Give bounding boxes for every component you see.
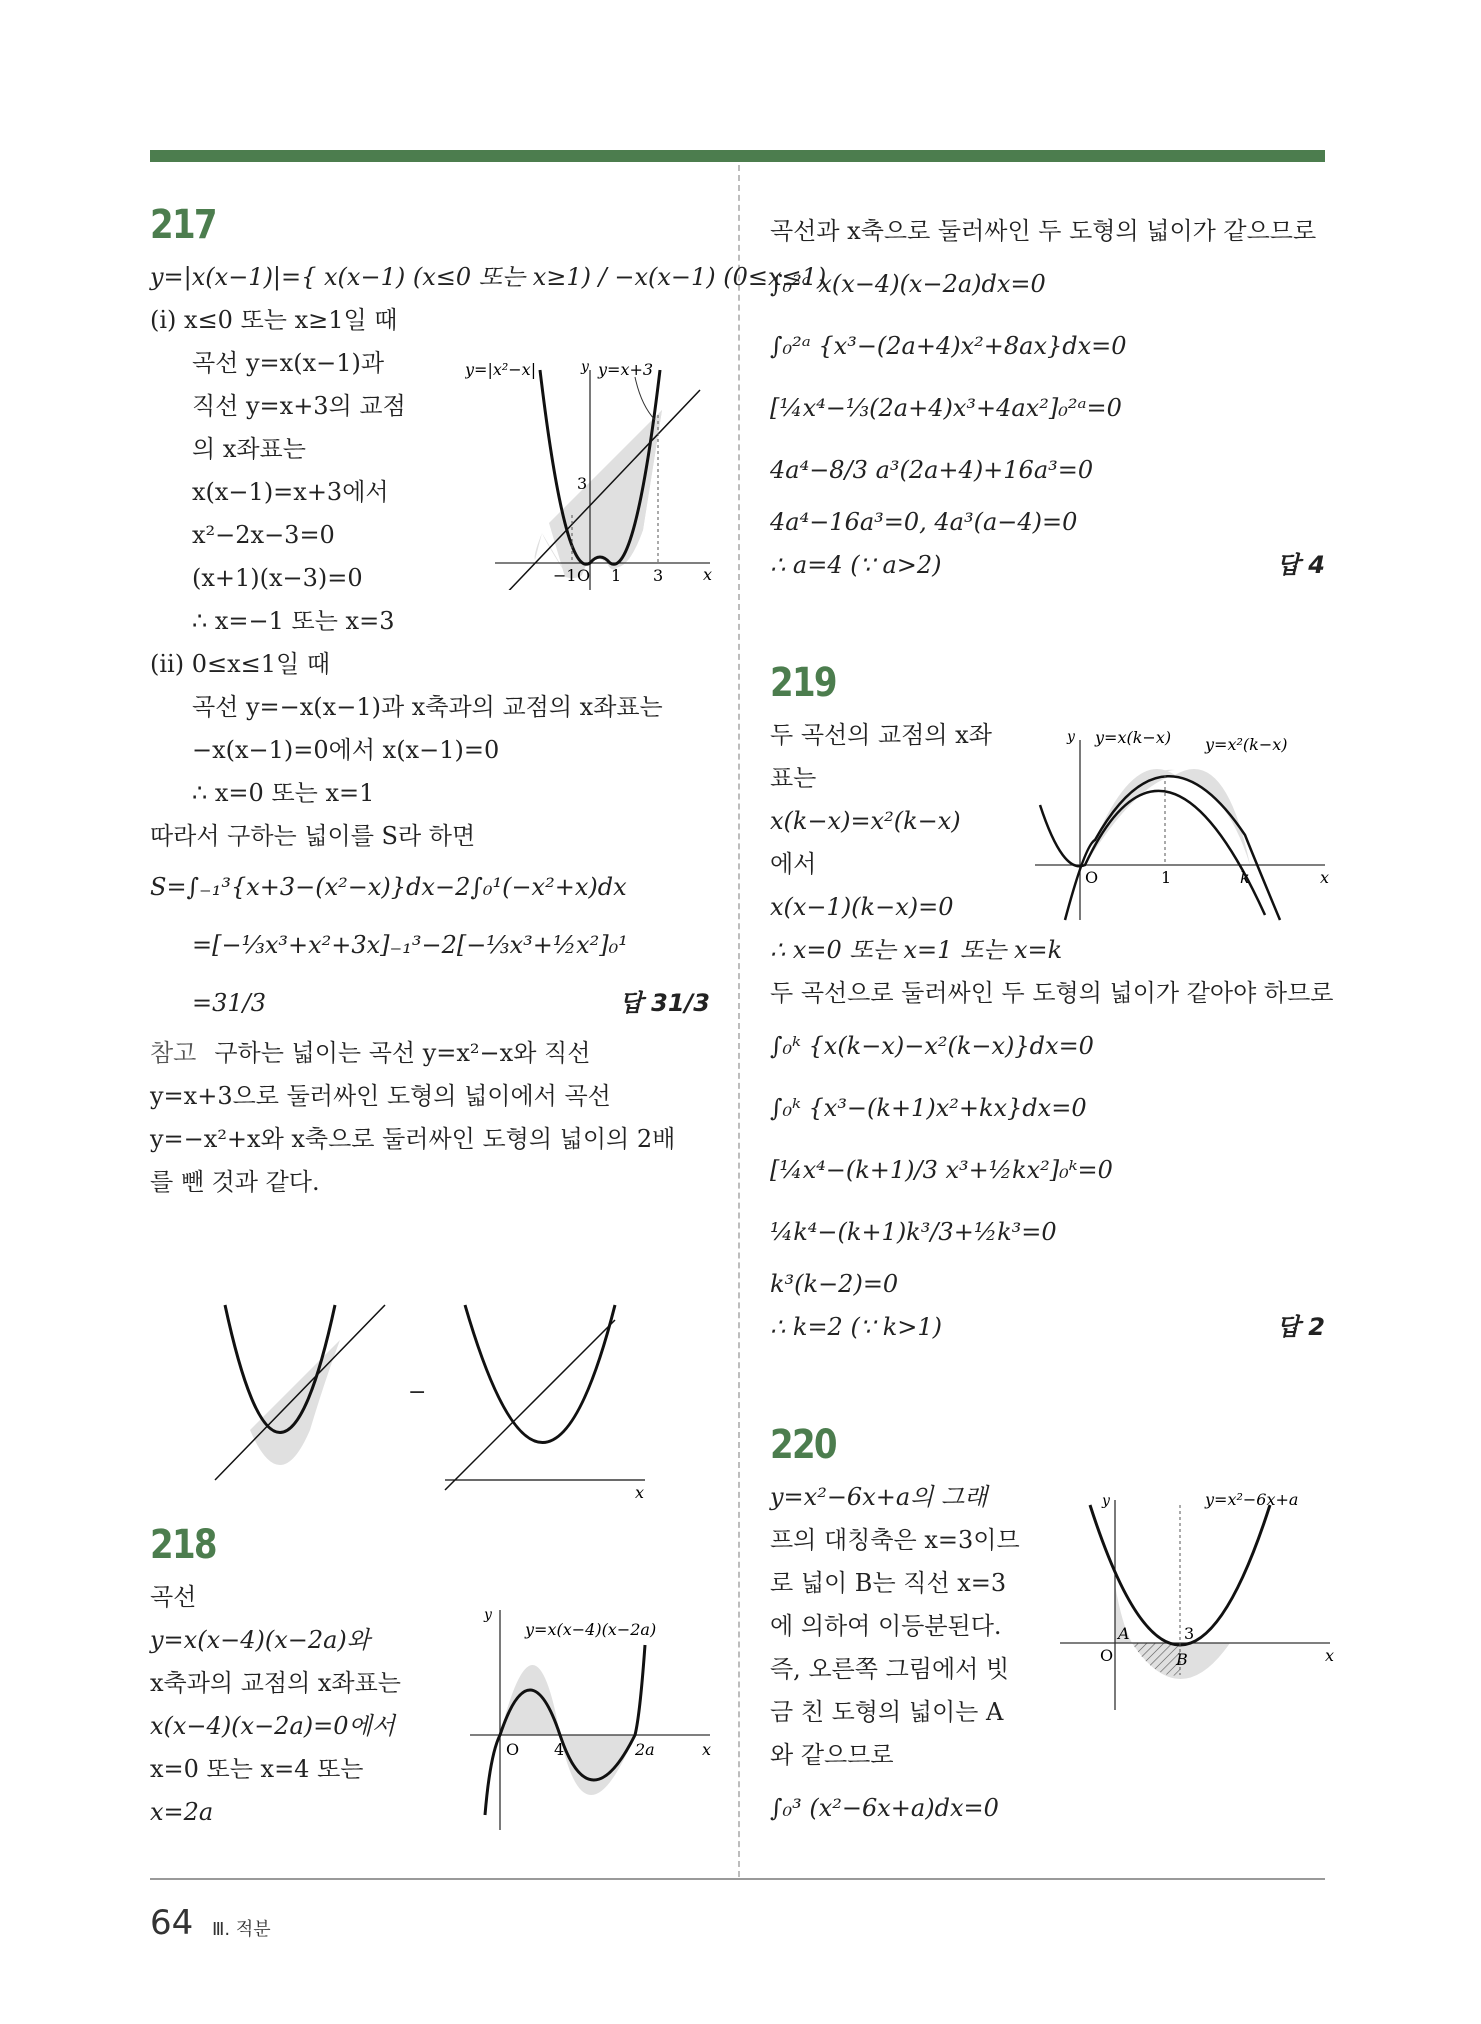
p217-line-5: x(x−1)=x+3에서 — [192, 478, 389, 506]
p219-line-1: 표는 — [770, 764, 817, 792]
p217-answer — [620, 974, 710, 1032]
p217-line-9: (ⅱ) 0≤x≤1일 때 — [150, 650, 330, 678]
curve-219-cubic — [1065, 776, 1280, 920]
p217-note-0 — [150, 1032, 710, 1075]
note-left-shade — [250, 1340, 340, 1465]
note-right-x: x — [635, 1483, 645, 1502]
p219-line-7: ∫₀ᵏ {x(k−x)−x²(k−x)}dx=0 — [770, 1032, 1094, 1060]
page-number: 64 — [150, 1903, 194, 1943]
note-label: 참고 — [150, 1039, 197, 1067]
p219-conclusion: ∴ k=2 (∵ k>1) — [770, 1313, 942, 1341]
label-curve-220: y=x²−6x+a — [1205, 1490, 1299, 1509]
p220-line-0: y=x²−6x+a의 그래 — [770, 1483, 988, 1511]
label-y: y — [581, 359, 589, 375]
p217-line-15: =[−⅓x³+x²+3x]₋₁³−2[−⅓x³+½x²]₀¹ — [192, 931, 628, 959]
label-line: y=x+3 — [598, 360, 654, 379]
p220-line-1: 프의 대칭축은 x=3이므 — [770, 1526, 1020, 1554]
figure-219-graph — [1035, 725, 1335, 925]
p219-answer — [1277, 1306, 1325, 1349]
p218-line-9: [¼x⁴−⅓(2a+4)x³+4ax²]₀²ᵃ=0 — [770, 394, 1122, 422]
label-x: x — [703, 565, 713, 584]
p217-answer-label: 답 — [619, 989, 643, 1017]
p217-line-0: y=|x(x−1)|={ x(x−1) (x≤0 또는 x≥1) / −x(x−1) (0≤x≤1) — [150, 263, 827, 291]
label-k-219: k — [1240, 868, 1250, 887]
label-3-220: 3 — [1184, 1624, 1195, 1643]
figure-217-graph — [465, 355, 715, 590]
region-B-hatched — [1132, 1643, 1180, 1676]
shade-upper — [500, 1665, 560, 1735]
label-y-220: y — [1102, 1493, 1110, 1509]
problem-number-218: 218 — [150, 1522, 216, 1568]
p219-line-11: k³(k−2)=0 — [770, 1270, 899, 1298]
p217-line-1: (ⅰ) x≤0 또는 x≥1일 때 — [150, 306, 398, 334]
bottom-rule — [150, 1878, 1325, 1880]
p217-line-13: 따라서 구하는 넓이를 S라 하면 — [150, 822, 476, 850]
p218-answer — [1277, 544, 1325, 587]
p218-line-1: y=x(x−4)(x−2a)와 — [150, 1626, 370, 1654]
p219-line-9: [¼x⁴−(k+1)/3 x³+½kx²]₀ᵏ=0 — [770, 1156, 1113, 1184]
p217-note-text-0: 구하는 넓이는 곡선 y=x²−x와 직선 — [214, 1039, 591, 1067]
p217-line-16-wrap — [150, 974, 710, 1032]
minus-sign: − — [408, 1380, 427, 1405]
p219-line-12-wrap — [770, 1306, 1325, 1349]
p217-line-2: 곡선 y=x(x−1)과 — [192, 349, 385, 377]
p218-line-8: ∫₀²ᵃ {x³−(2a+4)x²+8ax}dx=0 — [770, 332, 1127, 360]
p219-line-2: x(k−x)=x²(k−x) — [770, 807, 961, 835]
label-A-220: A — [1118, 1624, 1130, 1643]
note-right-line — [445, 1320, 615, 1490]
p217-line-10: 곡선 y=−x(x−1)과 x축과의 교점의 x좌표는 — [192, 693, 663, 721]
p220-line-5: 금 친 도형의 넓이는 A — [770, 1698, 1004, 1726]
column-divider — [738, 165, 740, 1877]
label-curve: y=|x²−x| — [465, 360, 537, 379]
label-origin-219: O — [1085, 868, 1099, 887]
p220-line-7: ∫₀³ (x²−6x+a)dx=0 — [770, 1794, 999, 1822]
p217-line-8: ∴ x=−1 또는 x=3 — [192, 607, 395, 635]
p218-line-0: 곡선 — [150, 1583, 197, 1611]
label-x-219: x — [1320, 868, 1330, 887]
p217-line-11: −x(x−1)=0에서 x(x−1)=0 — [192, 736, 500, 764]
figure-218-graph — [470, 1605, 720, 1835]
figure-220-graph — [1050, 1485, 1340, 1715]
p218-line-10: 4a⁴−8/3 a³(2a+4)+16a³=0 — [770, 456, 1094, 484]
shaded-between — [549, 410, 662, 578]
label-neg1: −1 — [553, 566, 577, 585]
problem-number-219: 219 — [770, 660, 836, 706]
right-column — [770, 210, 1325, 587]
p217-line-14: S=∫₋₁³{x+3−(x²−x)}dx−2∫₀¹(−x²+x)dx — [150, 873, 627, 901]
p218-line-11: 4a⁴−16a³=0, 4a³(a−4)=0 — [770, 508, 1078, 536]
p220-block — [770, 1420, 1030, 1839]
p217-line-6: x²−2x−3=0 — [192, 521, 335, 549]
p218-line-7: ∫₀²ᵃ x(x−4)(x−2a)dx=0 — [770, 270, 1046, 298]
label-3-y: 3 — [577, 474, 588, 493]
label-3: 3 — [653, 566, 664, 585]
p217-line-3: 직선 y=x+3의 교점 — [192, 392, 406, 420]
p218-conclusion: ∴ a=4 (∵ a>2) — [770, 551, 942, 579]
label-1-219: 1 — [1161, 868, 1172, 887]
p218-line-3: x(x−4)(x−2a)=0에서 — [150, 1712, 395, 1740]
p217-result: =31/3 — [192, 989, 267, 1017]
label-x-220: x — [1325, 1646, 1335, 1665]
p217-line-4: 의 x좌표는 — [192, 435, 306, 463]
label-y-218: y — [484, 1607, 492, 1623]
leader-line — [635, 377, 655, 420]
label-origin-220: O — [1100, 1646, 1114, 1665]
p219-answer-value: 2 — [1308, 1313, 1325, 1341]
label-origin-218: O — [506, 1740, 520, 1759]
label-4-218: 4 — [554, 1740, 565, 1759]
note-right-parabola — [465, 1305, 615, 1443]
label-curve1-219: y=x(k−x) — [1095, 728, 1172, 747]
p217-note-1: y=x+3으로 둘러싸인 도형의 넓이에서 곡선 — [150, 1082, 611, 1110]
label-origin: O — [577, 566, 591, 585]
problem-number-220: 220 — [770, 1422, 836, 1468]
p219-line-6: 두 곡선으로 둘러싸인 두 도형의 넓이가 같아야 하므로 — [770, 979, 1334, 1007]
p217-line-12: ∴ x=0 또는 x=1 — [192, 779, 375, 807]
p219-answer-label: 답 — [1276, 1313, 1300, 1341]
note-figure-left — [200, 1300, 400, 1490]
label-y-219: y — [1067, 729, 1075, 745]
p218-line-5: x=2a — [150, 1798, 214, 1826]
note-left-line — [215, 1305, 385, 1480]
p220-line-4: 즉, 오른쪽 그림에서 빗 — [770, 1655, 1010, 1683]
p218-answer-value: 4 — [1308, 551, 1325, 579]
p217-line-7: (x+1)(x−3)=0 — [192, 564, 363, 592]
top-green-bar — [150, 150, 1325, 162]
p217-answer-value: 31/3 — [651, 989, 710, 1017]
label-1: 1 — [611, 566, 622, 585]
p219-line-5: ∴ x=0 또는 x=1 또는 x=k — [770, 936, 1063, 964]
label-2a-218: 2a — [635, 1740, 655, 1759]
p219-line-4: x(x−1)(k−x)=0 — [770, 893, 954, 921]
p219-line-3: 에서 — [770, 850, 817, 878]
p219-line-10: ¼k⁴−(k+1)k³/3+½k³=0 — [770, 1218, 1057, 1246]
note-figure-right — [440, 1300, 660, 1510]
p219-line-0: 두 곡선의 교점의 x좌 — [770, 721, 992, 749]
p220-line-2: 로 넓이 B는 직선 x=3 — [770, 1569, 1007, 1597]
p218-line-6: 곡선과 x축으로 둘러싸인 두 도형의 넓이가 같으므로 — [770, 217, 1317, 245]
label-B-220: B — [1176, 1650, 1188, 1669]
label-x-218: x — [702, 1740, 712, 1759]
problem-number-217: 217 — [150, 202, 216, 248]
p217-note-2: y=−x²+x와 x축으로 둘러싸인 도형의 넓이의 2배 — [150, 1125, 676, 1153]
p217-note-3: 를 뺀 것과 같다. — [150, 1168, 320, 1196]
p219-line-8: ∫₀ᵏ {x³−(k+1)x²+kx}dx=0 — [770, 1094, 1087, 1122]
label-curve-218: y=x(x−4)(x−2a) — [525, 1620, 657, 1639]
p218-line-4: x=0 또는 x=4 또는 — [150, 1755, 364, 1783]
shade-lower — [560, 1735, 635, 1795]
p218-line-12-wrap — [770, 544, 1325, 587]
p218-answer-label: 답 — [1276, 551, 1300, 579]
p220-line-3: 에 의하여 이등분된다. — [770, 1612, 1002, 1640]
p220-line-6: 와 같으므로 — [770, 1741, 894, 1769]
label-curve2-219: y=x²(k−x) — [1205, 735, 1288, 754]
p218-line-2: x축과의 교점의 x좌표는 — [150, 1669, 401, 1697]
chapter-label: Ⅲ. 적분 — [212, 1919, 271, 1940]
